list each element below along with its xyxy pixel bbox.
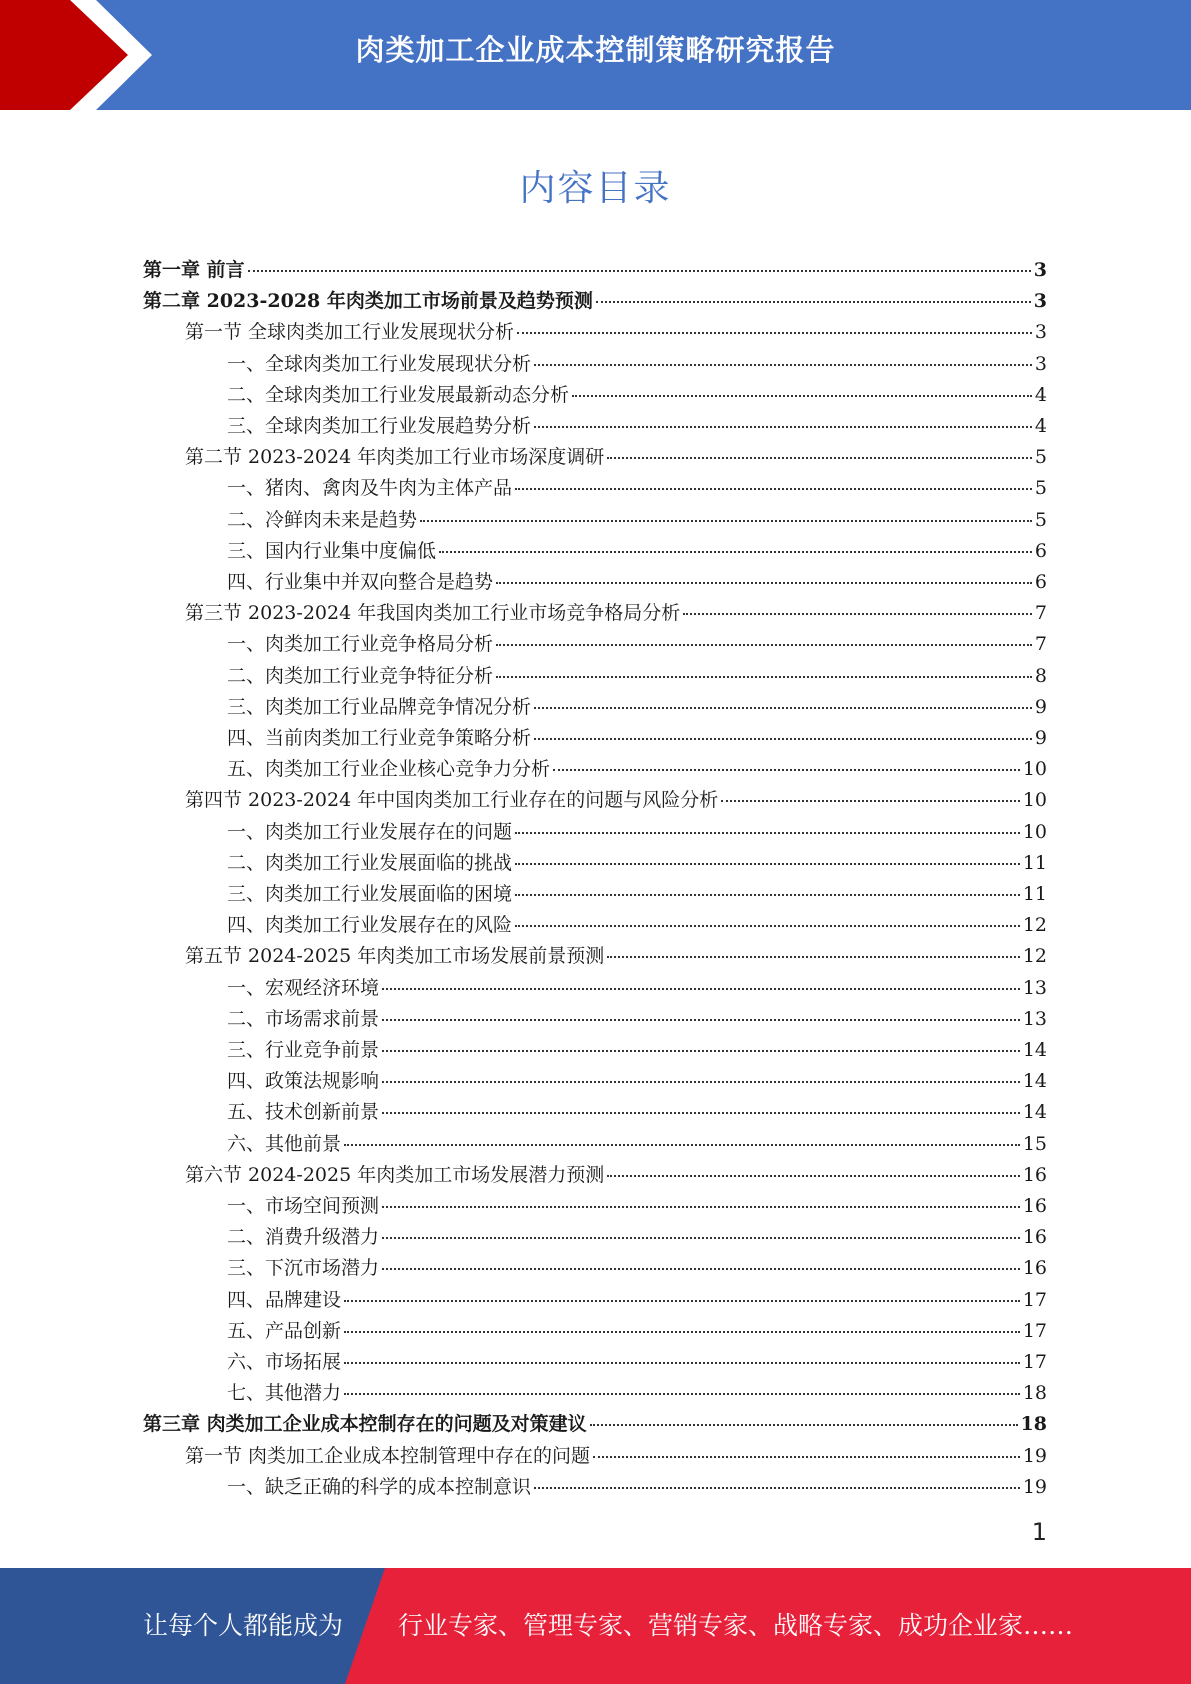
toc-entry-page: 10 (1022, 758, 1047, 781)
toc-entry-page: 17 (1022, 1319, 1047, 1342)
toc-dot-leader (515, 863, 1020, 865)
toc-entry-page: 9 (1034, 695, 1047, 718)
toc-entry[interactable] (227, 754, 1047, 785)
toc-entry-label: 一、全球肉类加工行业发展现状分析 (227, 352, 532, 375)
toc-dot-leader (382, 1081, 1020, 1083)
toc-entry[interactable] (227, 349, 1047, 380)
toc-entry-page: 5 (1034, 446, 1047, 469)
toc-dot-leader (382, 1206, 1020, 1208)
toc-entry[interactable] (227, 817, 1047, 848)
toc-entry-label: 第一节 肉类加工企业成本控制管理中存在的问题 (185, 1444, 591, 1467)
toc-entry-page: 12 (1022, 945, 1047, 968)
toc-entry-label: 一、肉类加工行业竞争格局分析 (227, 633, 494, 656)
toc-entry[interactable] (185, 1160, 1047, 1191)
toc-entry-label: 六、其他前景 (227, 1132, 342, 1155)
toc-dot-leader (439, 551, 1032, 553)
toc-entry-page: 13 (1022, 1007, 1047, 1030)
toc-entry-label: 第四节 2023-2024 年中国肉类加工行业存在的问题与风险分析 (185, 789, 719, 812)
toc-entry[interactable] (143, 286, 1047, 317)
toc-entry-label: 三、全球肉类加工行业发展趋势分析 (227, 415, 532, 437)
toc-entry[interactable] (227, 1347, 1047, 1378)
toc-entry-label: 三、肉类加工行业品牌竞争情况分析 (227, 695, 532, 718)
toc-entry-label: 四、当前肉类加工行业竞争策略分析 (227, 727, 532, 749)
toc-dot-leader (382, 1268, 1020, 1270)
toc-dot-leader (496, 582, 1032, 584)
toc-entry-label: 三、肉类加工行业发展面临的困境 (227, 883, 513, 905)
toc-dot-leader (344, 1144, 1020, 1146)
toc-entry[interactable] (227, 1378, 1047, 1409)
toc-dot-leader (515, 894, 1020, 896)
toc-dot-leader (420, 520, 1032, 522)
toc-dot-leader (534, 738, 1032, 740)
toc-dot-leader (496, 676, 1032, 678)
toc-dot-leader (534, 1487, 1020, 1489)
toc-entry[interactable] (227, 692, 1047, 723)
toc-dot-leader (382, 1019, 1020, 1021)
toc-entry-label: 一、宏观经济环境 (227, 976, 380, 999)
toc-entry-label: 一、肉类加工行业发展存在的问题 (227, 820, 513, 843)
footer-slogan-left: 让每个人都能成为 (143, 1611, 344, 1640)
toc-entry-page: 5 (1034, 477, 1047, 500)
toc-entry[interactable] (143, 255, 1047, 286)
toc-dot-leader (344, 1300, 1020, 1302)
toc-entry[interactable] (143, 1409, 1047, 1440)
toc-dot-leader (517, 332, 1032, 334)
toc-dot-leader (344, 1393, 1020, 1395)
toc-dot-leader (382, 988, 1020, 990)
toc-entry[interactable] (227, 411, 1047, 442)
toc-entry-page: 4 (1034, 383, 1047, 406)
toc-entry-page: 9 (1034, 727, 1047, 749)
toc-dot-leader (596, 301, 1031, 303)
toc-entry-page: 3 (1034, 352, 1047, 375)
toc-entry[interactable] (227, 1004, 1047, 1035)
toc-entry-page: 16 (1022, 1226, 1047, 1249)
toc-dot-leader (683, 613, 1032, 615)
toc-entry[interactable] (227, 1316, 1047, 1347)
toc-entry-page: 17 (1022, 1288, 1047, 1311)
toc-dot-leader (515, 925, 1020, 927)
toc-entry-page: 7 (1034, 633, 1047, 656)
toc-entry[interactable] (227, 879, 1047, 910)
toc-dot-leader (248, 270, 1031, 272)
toc-entry-label: 一、缺乏正确的科学的成本控制意识 (227, 1475, 532, 1498)
toc-entry-label: 一、猪肉、禽肉及牛肉为主体产品 (227, 477, 513, 500)
toc-entry-label: 第五节 2024-2025 年肉类加工市场发展前景预测 (185, 945, 605, 968)
toc-entry-page: 14 (1022, 1070, 1047, 1093)
toc-entry-label: 第三节 2023-2024 年我国肉类加工行业市场竞争格局分析 (185, 602, 681, 625)
toc-dot-leader (344, 1362, 1020, 1364)
toc-entry-page: 18 (1022, 1382, 1047, 1405)
toc-entry-page: 4 (1034, 415, 1047, 437)
toc-entry-page: 3 (1034, 321, 1047, 344)
toc-entry-label: 四、肉类加工行业发展存在的风险 (227, 914, 513, 937)
toc-entry-label: 二、全球肉类加工行业发展最新动态分析 (227, 383, 570, 406)
toc-entry-page: 15 (1022, 1132, 1047, 1155)
toc-dot-leader (534, 364, 1032, 366)
toc-entry-page: 3 (1033, 290, 1047, 313)
toc-entry-page: 19 (1022, 1444, 1047, 1467)
toc-entry-page: 6 (1034, 539, 1047, 562)
toc-entry-label: 二、冷鲜肉未来是趋势 (227, 508, 418, 531)
toc-entry-label: 七、其他潜力 (227, 1382, 342, 1405)
toc-entry-page: 17 (1022, 1351, 1047, 1373)
toc-entry-label: 二、肉类加工行业竞争特征分析 (227, 664, 494, 687)
toc-heading: 内容目录 (519, 168, 672, 209)
toc-dot-leader (553, 769, 1020, 771)
toc-entry[interactable] (227, 1472, 1047, 1503)
footer-bar (0, 1568, 1191, 1684)
toc-entry[interactable] (227, 910, 1047, 941)
toc-entry-page: 7 (1034, 602, 1047, 625)
toc-entry[interactable] (185, 941, 1047, 972)
toc-entry-page: 5 (1034, 508, 1047, 531)
toc-dot-leader (534, 707, 1032, 709)
toc-dot-leader (344, 1331, 1020, 1333)
toc-entry-label: 五、肉类加工行业企业核心竞争力分析 (227, 758, 551, 781)
report-title: 肉类加工企业成本控制策略研究报告 (355, 33, 836, 67)
toc-entry-label: 第一章 前言 (143, 259, 245, 281)
toc-entry-page: 14 (1022, 1039, 1047, 1061)
toc-entry[interactable] (227, 536, 1047, 567)
toc-entry-page: 10 (1022, 789, 1047, 812)
toc-dot-leader (515, 488, 1032, 490)
toc-entry-label: 六、市场拓展 (227, 1351, 342, 1373)
toc-entry[interactable] (185, 785, 1047, 816)
toc-entry-label: 第三章 肉类加工企业成本控制存在的问题及对策建议 (143, 1413, 587, 1436)
toc-entry[interactable] (227, 505, 1047, 536)
toc-entry[interactable] (227, 1097, 1047, 1128)
toc-dot-leader (572, 395, 1032, 397)
toc-entry-page: 6 (1034, 571, 1047, 593)
toc-entry-label: 二、肉类加工行业发展面临的挑战 (227, 851, 513, 874)
toc-entry[interactable] (227, 380, 1047, 411)
toc-dot-leader (515, 832, 1020, 834)
toc-entry-label: 第二章 2023-2028 年肉类加工市场前景及趋势预测 (143, 290, 593, 313)
toc-entry-label: 三、下沉市场潜力 (227, 1257, 380, 1280)
toc-dot-leader (607, 457, 1032, 459)
toc-entry-page: 11 (1022, 851, 1047, 874)
toc-entry[interactable] (227, 1035, 1047, 1066)
toc-dot-leader (607, 956, 1020, 958)
toc-entry-page: 13 (1022, 976, 1047, 999)
toc-entry[interactable] (227, 1285, 1047, 1316)
toc-entry[interactable] (227, 973, 1047, 1004)
toc-entry-page: 18 (1020, 1413, 1047, 1436)
toc-entry-label: 第二节 2023-2024 年肉类加工行业市场深度调研 (185, 446, 605, 469)
toc-entry-page: 19 (1022, 1475, 1047, 1498)
toc-entry-page: 16 (1022, 1257, 1047, 1280)
toc-entry[interactable] (227, 1066, 1047, 1097)
toc-entry-page: 8 (1034, 664, 1047, 687)
toc-dot-leader (534, 426, 1032, 428)
toc-entry-label: 第六节 2024-2025 年肉类加工市场发展潜力预测 (185, 1163, 605, 1186)
toc-entry-page: 16 (1022, 1195, 1047, 1217)
toc-entry-label: 一、市场空间预测 (227, 1195, 380, 1217)
toc-entry-page: 10 (1022, 820, 1047, 843)
toc-entry-page: 11 (1022, 883, 1047, 905)
toc-entry[interactable] (227, 473, 1047, 504)
toc-entry[interactable] (227, 661, 1047, 692)
footer-slogan-right: 行业专家、管理专家、营销专家、战略专家、成功企业家…… (398, 1611, 1074, 1640)
toc-entry-label: 五、产品创新 (227, 1319, 342, 1342)
toc-dot-leader (382, 1050, 1020, 1052)
page-number: 1 (1031, 1518, 1047, 1546)
toc-entry-page: 12 (1022, 914, 1047, 937)
toc-dot-leader (382, 1237, 1020, 1239)
toc-entry-label: 三、行业竞争前景 (227, 1039, 380, 1061)
toc-entry[interactable] (227, 723, 1047, 754)
toc-entry[interactable] (227, 848, 1047, 879)
toc-entry-label: 二、市场需求前景 (227, 1007, 380, 1030)
toc-entry[interactable] (227, 1129, 1047, 1160)
toc-dot-leader (593, 1456, 1020, 1458)
header-bar (0, 0, 1191, 110)
toc-entry-label: 四、品牌建设 (227, 1288, 342, 1311)
toc-dot-leader (590, 1424, 1018, 1426)
toc-entry[interactable] (227, 1191, 1047, 1222)
toc-entry-label: 四、行业集中并双向整合是趋势 (227, 571, 494, 593)
toc-dot-leader (382, 1112, 1020, 1114)
toc-entry[interactable] (185, 598, 1047, 629)
toc-entry[interactable] (227, 567, 1047, 598)
toc-entry[interactable] (185, 317, 1047, 348)
toc-entry[interactable] (227, 629, 1047, 660)
toc-entry[interactable] (185, 1441, 1047, 1472)
toc-entry-page: 16 (1022, 1163, 1047, 1186)
toc-entry-label: 二、消费升级潜力 (227, 1226, 380, 1249)
toc-entry-page: 3 (1033, 259, 1047, 281)
toc-entry[interactable] (227, 1222, 1047, 1253)
toc-entry-label: 三、国内行业集中度偏低 (227, 539, 437, 562)
toc-entry-label: 第一节 全球肉类加工行业发展现状分析 (185, 321, 515, 344)
toc-entry-label: 五、技术创新前景 (227, 1101, 380, 1124)
toc-dot-leader (721, 800, 1020, 802)
toc-dot-leader (607, 1175, 1020, 1177)
toc-entry[interactable] (227, 1253, 1047, 1284)
toc-entry-label: 四、政策法规影响 (227, 1070, 380, 1093)
toc-entry[interactable] (185, 442, 1047, 473)
toc-entry-page: 14 (1022, 1101, 1047, 1124)
toc-dot-leader (496, 644, 1032, 646)
